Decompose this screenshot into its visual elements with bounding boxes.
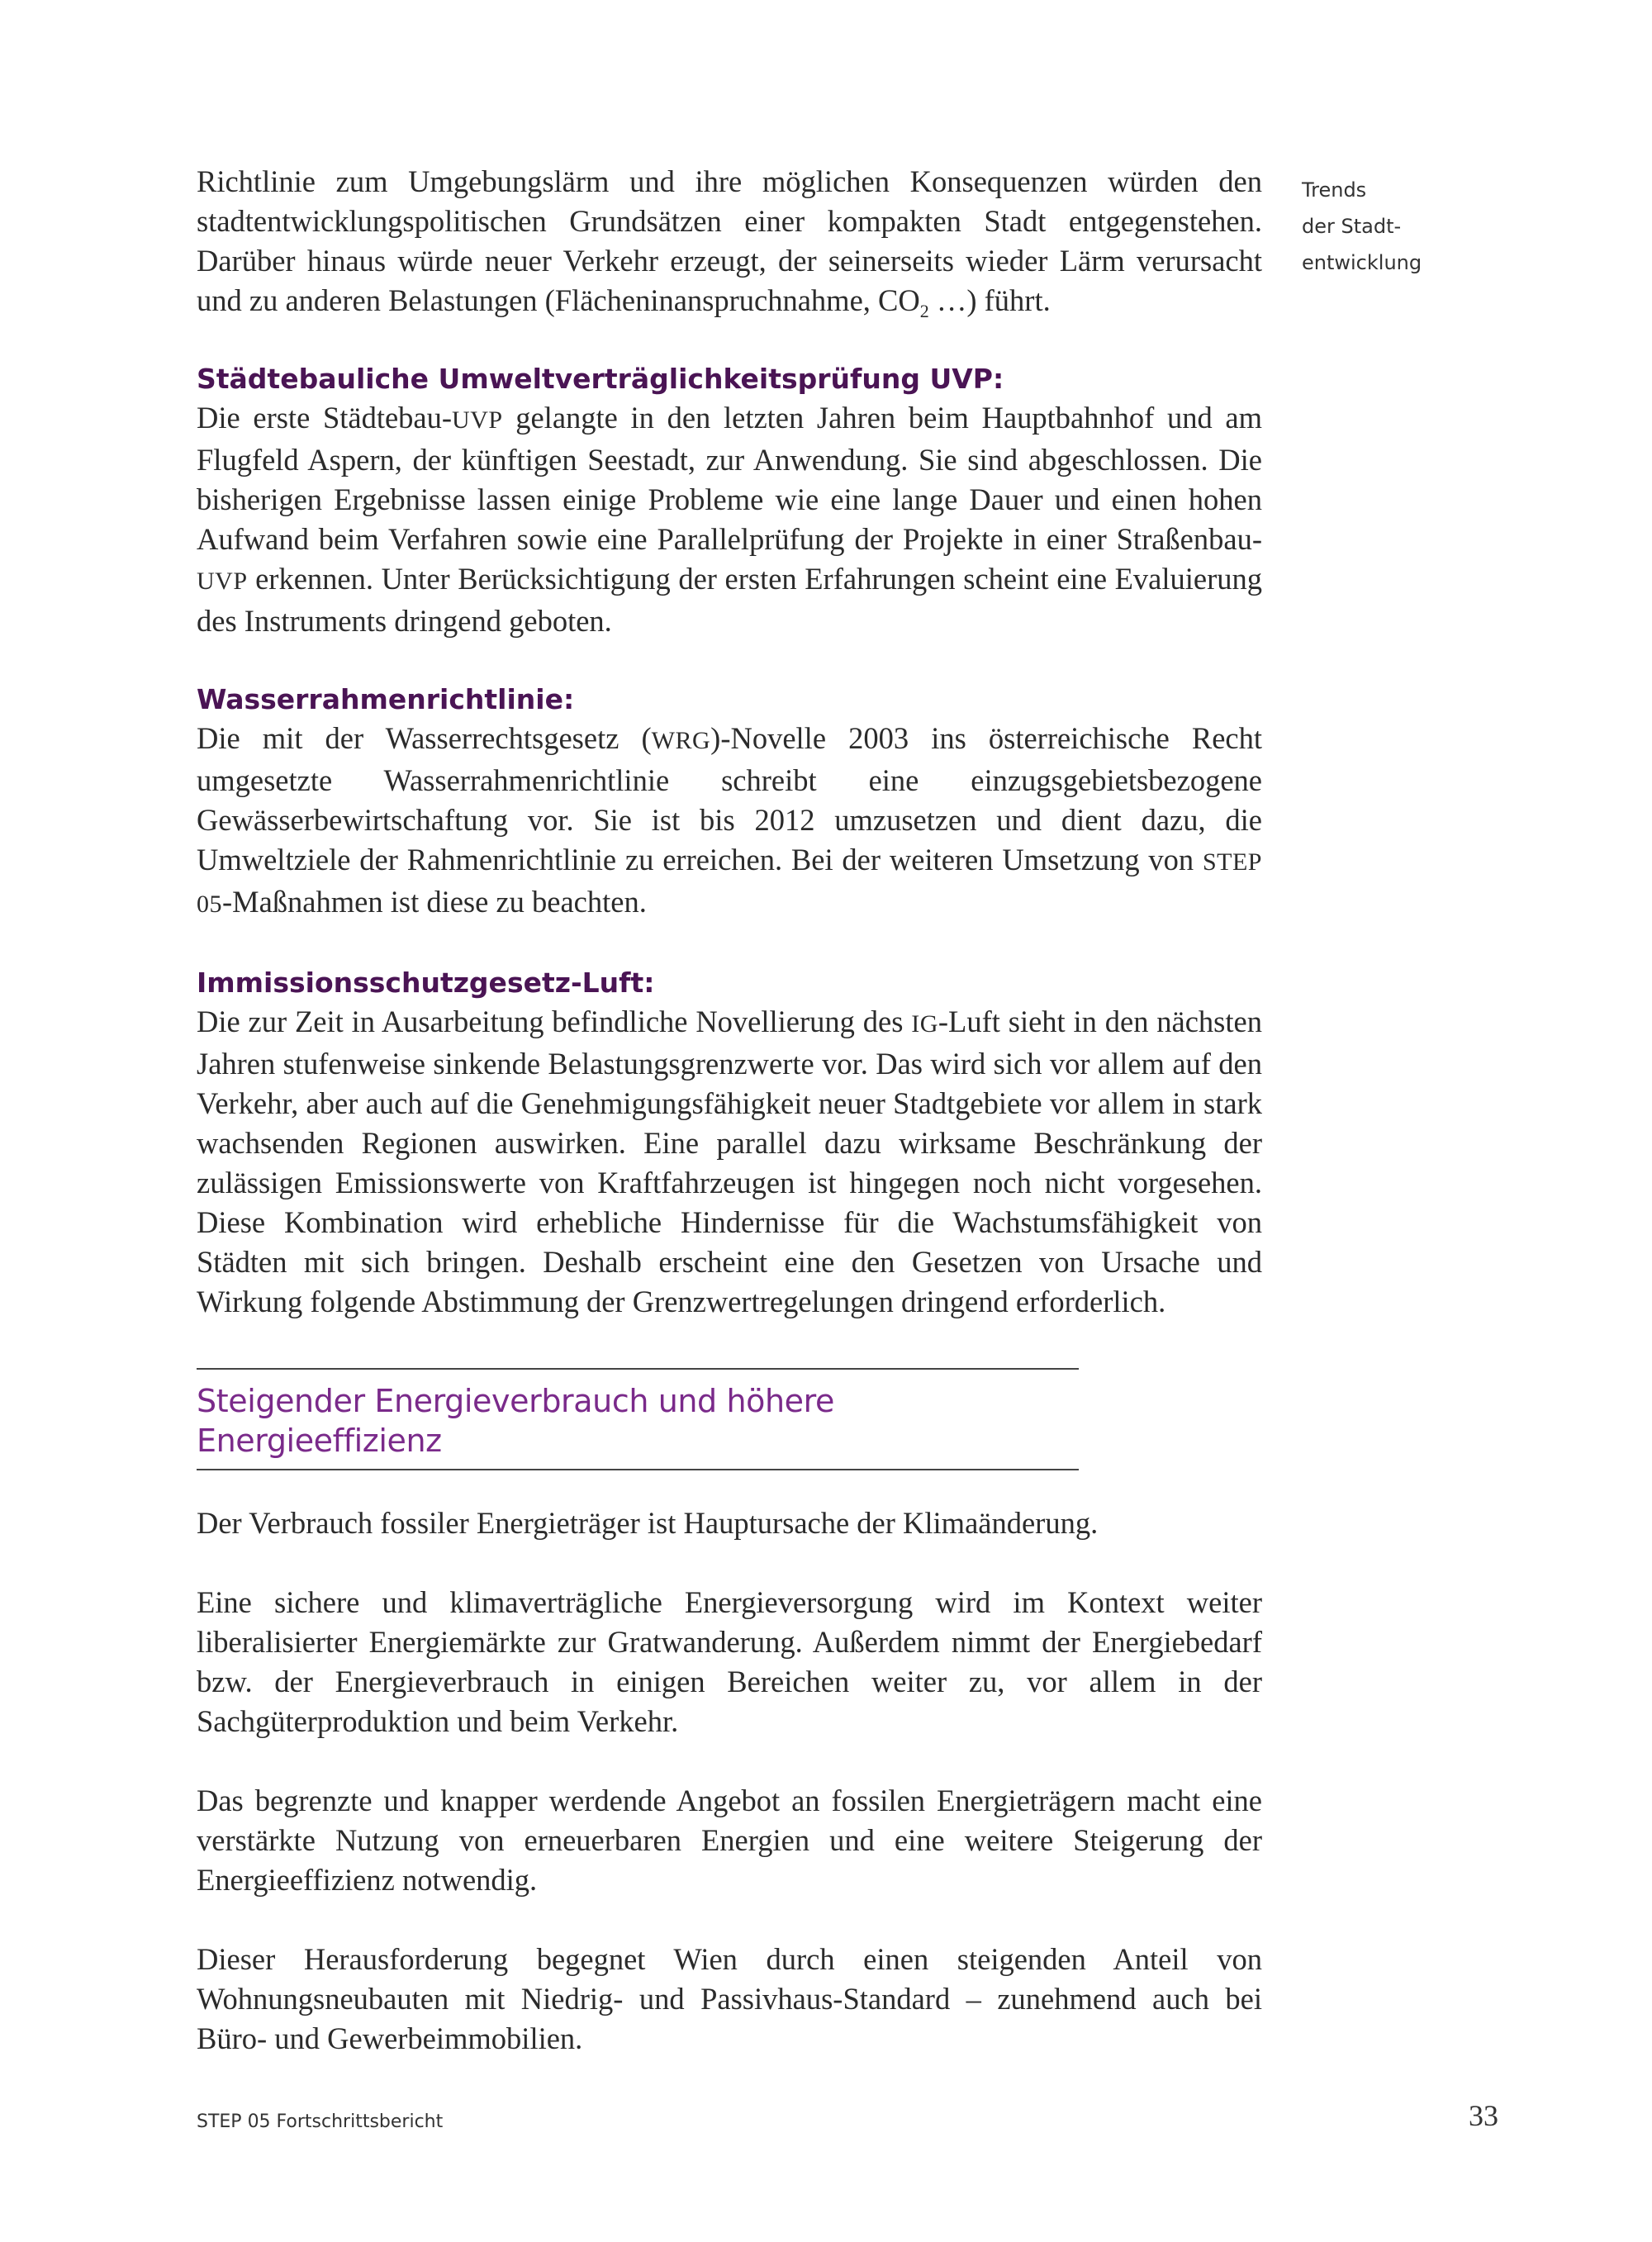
heading-uvp: Städtebauliche Umweltverträglichkeitsprüfung UVP: <box>197 363 1004 395</box>
energy-paragraph-4: Dieser Herausforderung begegnet Wien durch einen steigenden Anteil von Wohnungsneubauten mit Niedrig- und Passivhaus-Standard – zunehmend auch bei Büro- und Gewerbeimmobilien. <box>197 1942 1262 2055</box>
uvp-paragraph: Die erste Städtebau-UVP gelangte in den letzten Jahren beim Hauptbahnhof und am Flugfeld Aspern, der künftigen Seestadt, zur Anwendung. Sie sind abgeschlossen. Die bisherigen Ergebnisse lassen einige Probleme wie eine lange Dauer und einen hohen Aufwand beim Verfahren sowie eine Parallelprüfung der Projekte in einer Straßenbau-UVP erkennen. Unter Berücksichtigung der ersten Erfahrungen scheint eine Evaluierung des Instruments dringend geboten. <box>197 401 1262 638</box>
energy-paragraph-3: Das begrenzte und knapper werdende Angebot an fossilen Energieträgern macht eine verstärkte Nutzung von erneuerbaren Energien und eine weitere Steigerung der Energieeffizienz notwendig. <box>197 1784 1262 1897</box>
footer-title: STEP 05 Fortschrittsbericht <box>197 2111 444 2132</box>
main-text-column <box>197 162 1262 2059</box>
co2-subscript: 2 <box>919 301 929 321</box>
margin-note-line: entwicklung <box>1302 251 1422 274</box>
wasser-paragraph: Die mit der Wasserrechtsgesetz (WRG)-Novelle 2003 ins österreichische Recht umgesetzte Wasserrahmenrichtlinie schreibt eine einzugsgebietsbezogene Gewässerbewirtschaftung vor. Sie ist bis 2012 umzusetzen und dient dazu, die Umweltziele der Rahmenrichtlinie zu erreichen. Bei der weiteren Umsetzung von STEP 05-Maßnahmen ist diese zu beachten. <box>197 721 1262 919</box>
margin-note-line: Trends <box>1302 178 1367 202</box>
margin-note-line: der Stadt- <box>1302 215 1402 238</box>
margin-note <box>1302 172 1467 281</box>
luft-paragraph: Die zur Zeit in Ausarbeitung befindliche Novellierung des IG-Luft sieht in den nächsten Jahren stufenweise sinkende Belastungsgrenzwerte vor. Das wird sich vor allem auf den Verkehr, aber auch auf die Genehmigungsfähigkeit neuer Stadtgebiete vor allem in stark wachsenden Regionen auswirken. Eine parallel dazu wirksame Beschränkung der zulässigen Emissionswerte von Kraftfahrzeugen ist hingegen noch nicht vorgesehen. Diese Kombination wird erhebliche Hindernisse für die Wachstumsfähigkeit von Städten mit sich bringen. Deshalb erscheint eine den Gesetzen von Ursache und Wirkung folgende Abstimmung der Grenzwertregelungen dringend erforderlich. <box>197 1005 1262 1318</box>
page-number: 33 <box>1469 2099 1498 2132</box>
intro-paragraph: Richtlinie zum Umgebungslärm und ihre möglichen Konsequenzen würden den stadtentwicklungspolitischen Grundsätzen einer kompakten Stadt entgegenstehen. Darüber hinaus würde neuer Verkehr erzeugt, der seinerseits wieder Lärm verursacht und zu anderen Belastungen (Flächeninanspruchnahme, $CO_2$ …) führt. <box>197 164 1262 321</box>
section-title-energy <box>197 1368 1079 1470</box>
heading-wasserrahmenrichtlinie: Wasserrahmenrichtlinie: <box>197 683 575 715</box>
section-title-text: Steigender Energieverbrauch und höhere Energieeffizienz <box>197 1383 835 1459</box>
heading-immissionsschutzgesetz: Immissionsschutzgesetz-Luft: <box>197 967 655 999</box>
energy-paragraph-1: Der Verbrauch fossiler Energieträger ist Hauptursache der Klimaänderung. <box>197 1506 1099 1540</box>
energy-paragraph-2: Eine sichere und klimaverträgliche Energieversorgung wird im Kontext weiter liberalisierter Energiemärkte zur Gratwanderung. Außerdem nimmt der Energiebedarf bzw. der Energieverbrauch in einigen Bereichen weiter zu, vor allem in der Sachgüterproduktion und beim Verkehr. <box>197 1585 1262 1738</box>
